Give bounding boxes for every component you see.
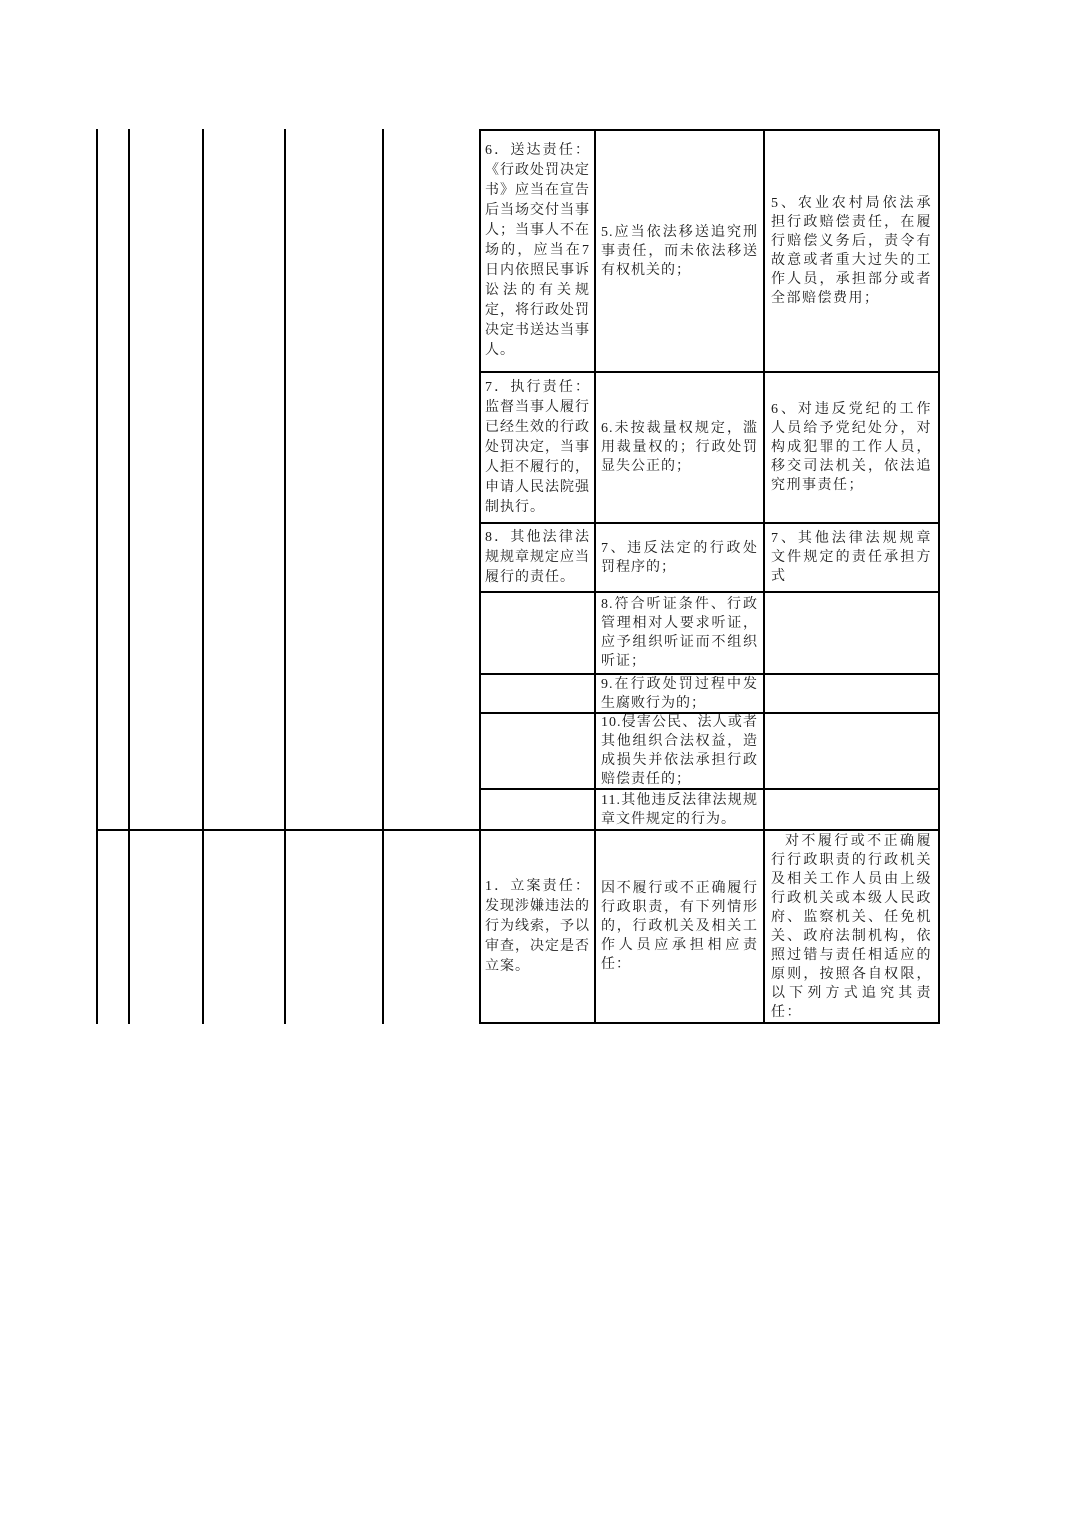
consequence-text: 对不履行或不正确履行行政职责的行政机关及相关工作人员由上级行政机关或本级人民政府、监察机关、任免机关、政府法制机构，依照过错与责任相适应的原则，按照各自权限，以下列方式追究其责任： (771, 833, 932, 1020)
duty-cell-empty (481, 675, 596, 714)
accountability-cell-6 (596, 373, 765, 524)
accountability-text: 10.侵害公民、法人或者其他组织合法权益，造成损失并依法承担行政赔偿责任的； (601, 715, 758, 787)
accountability-cell-5 (596, 131, 765, 373)
consequence-cell-7 (765, 524, 940, 593)
vertical-gridline (284, 129, 286, 1024)
duty-text (481, 631, 594, 635)
duty-cell-filing (481, 831, 596, 1024)
duty-text (481, 808, 594, 812)
duty-text (481, 692, 594, 696)
duty-cell-empty (481, 593, 596, 675)
duty-text: 8．其他法律法规规章规定应当履行的责任。 (485, 529, 590, 585)
consequence-text (765, 808, 938, 812)
consequence-text: 6、对违反党纪的工作人员给予党纪处分，对构成犯罪的工作人员，移交司法机关，依法追究刑事责任； (771, 402, 932, 493)
consequence-cell-empty (765, 675, 940, 714)
duty-cell-empty (481, 790, 596, 831)
consequence-text (765, 631, 938, 635)
accountability-text: 因不履行或不正确履行行政职责，有下列情形的，行政机关及相关工作人员应承担相应责任： (601, 881, 758, 972)
duty-cell-other (481, 524, 596, 593)
accountability-cell-intro (596, 831, 765, 1024)
duty-cell-empty (481, 714, 596, 790)
accountability-cell-9 (596, 675, 765, 714)
duty-text (481, 749, 594, 753)
consequence-text: 5、农业农村局依法承担行政赔偿责任，在履行赔偿义务后，责令有故意或者重大过失的工作人员，承担部分或者全部赔偿费用； (771, 196, 932, 306)
consequence-cell-intro (765, 831, 940, 1024)
consequence-cell-empty (765, 714, 940, 790)
duty-text: 1．立案责任：发现涉嫌违法的行为线索，予以审查，决定是否立案。 (485, 878, 590, 974)
accountability-text: 8.符合听证条件、行政管理相对人要求听证，应予组织听证而不组织听证； (601, 597, 758, 669)
accountability-text: 7、违反法定的行政处罚程序的； (601, 540, 758, 575)
duty-text: 7．执行责任：监督当事人履行已经生效的行政处罚决定，当事人拒不履行的，申请人民法院强制执行。 (485, 379, 590, 515)
consequence-cell-empty (765, 790, 940, 831)
consequence-cell-6 (765, 373, 940, 524)
accountability-cell-10 (596, 714, 765, 790)
consequence-text: 7、其他法律法规规章文件规定的责任承担方式 (771, 531, 932, 584)
accountability-cell-11 (596, 790, 765, 831)
accountability-text: 11.其他违反法律法规规章文件规定的行为。 (601, 792, 758, 827)
vertical-gridline (382, 129, 384, 1024)
consequence-cell-empty (765, 593, 940, 675)
accountability-text: 9.在行政处罚过程中发生腐败行为的； (601, 676, 758, 711)
row-group-separator-line (96, 829, 481, 831)
consequence-text (765, 692, 938, 696)
duty-text: 6．送达责任：《行政处罚决定书》应当在宣告后当场交付当事人；当事人不在场的，应当在7日内依照民事诉讼法的有关规定，将行政处罚决定书送达当事人。 (485, 143, 590, 358)
consequence-cell-5 (765, 131, 940, 373)
accountability-cell-7 (596, 524, 765, 593)
duty-cell-delivery (481, 131, 596, 373)
accountability-text: 5.应当依法移送追究刑事责任，而未依法移送有权机关的； (601, 224, 758, 278)
responsibility-table (479, 129, 940, 1024)
accountability-text: 6.未按裁量权规定，滥用裁量权的；行政处罚显失公正的； (601, 421, 758, 474)
accountability-cell-8 (596, 593, 765, 675)
duty-cell-enforcement (481, 373, 596, 524)
vertical-gridline (202, 129, 204, 1024)
vertical-gridline (128, 129, 130, 1024)
vertical-gridline (96, 129, 98, 1024)
consequence-text (765, 749, 938, 753)
